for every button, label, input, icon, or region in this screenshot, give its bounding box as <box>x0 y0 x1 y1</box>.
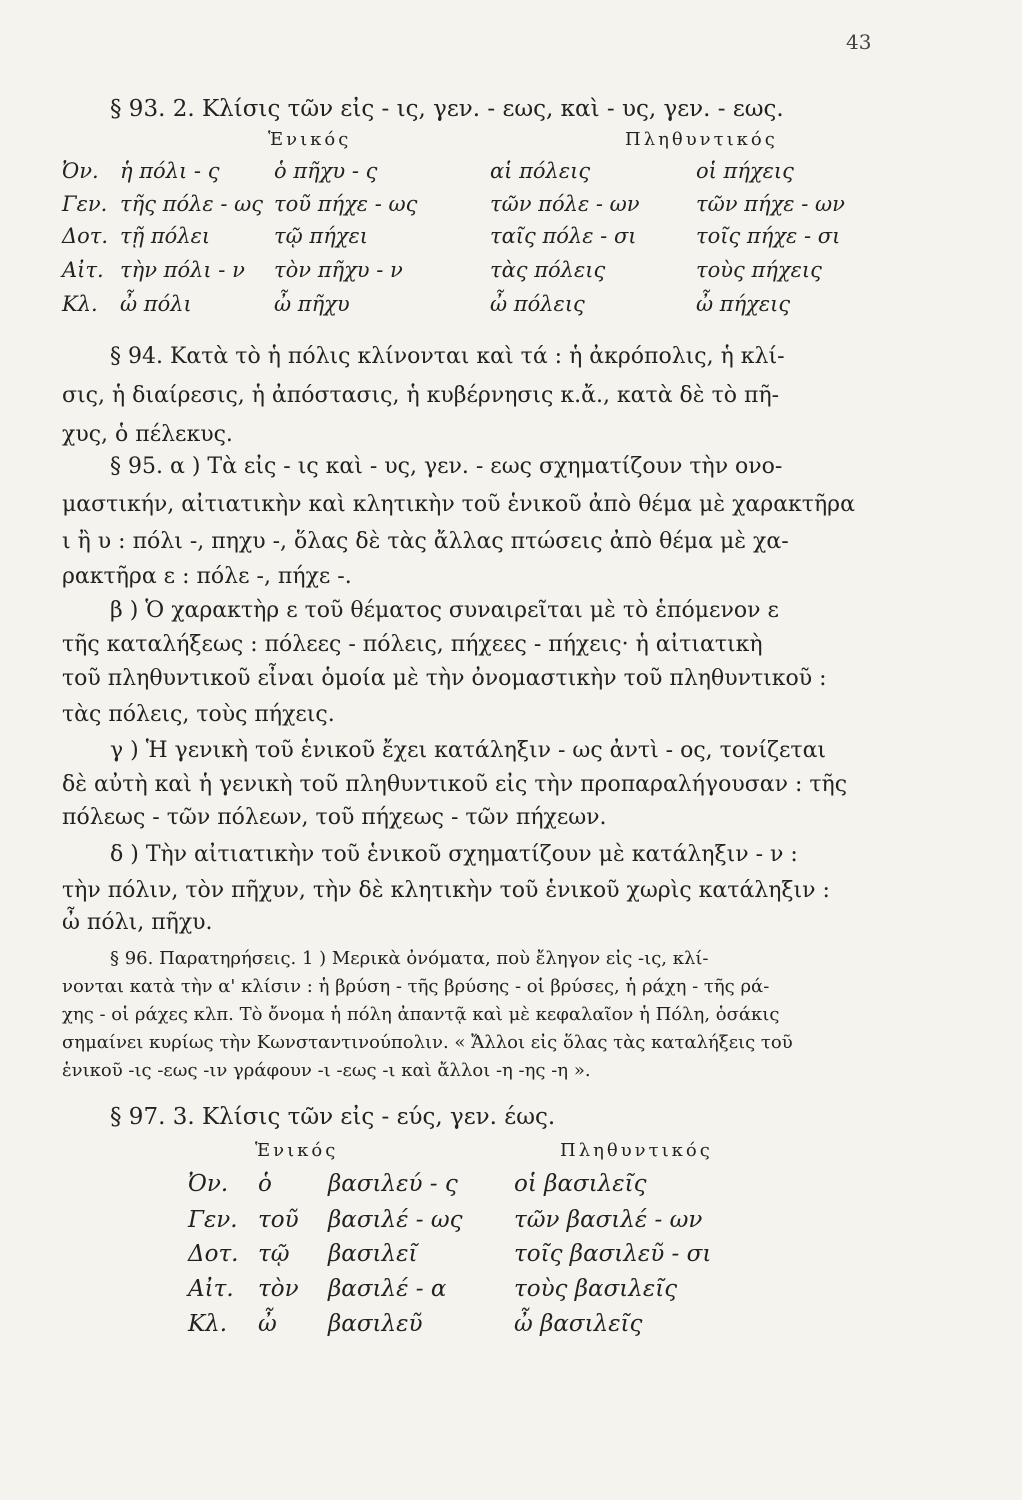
table-cell: τῶν βασιλέ - ων <box>514 1207 703 1233</box>
section-95-line: ὦ πόλι, πῆχυ. <box>62 910 213 935</box>
section-93-heading: § 93. 2. Κλίσις τῶν εἰς - ις, γεν. - εως, καὶ - υς, γεν. - εως. <box>110 96 784 122</box>
section-97-col-singular: Ἑνικός <box>255 1140 339 1161</box>
table-cell: βασιλέ - α <box>328 1276 447 1302</box>
table-cell: τοῖς πήχε - σι <box>696 224 841 248</box>
table-cell: τὸν <box>258 1276 299 1302</box>
section-95-line: μαστικήν, αἰτιατικὴν καὶ κλητικὴν τοῦ ἑνικοῦ ἀπὸ θέμα μὲ χαρακτῆρα <box>62 492 855 517</box>
table-cell: τοῖς βασιλεῦ - σι <box>514 1241 712 1267</box>
section-95-line: δὲ αὐτὴ καὶ ἡ γενικὴ τοῦ πληθυντικοῦ εἰς τὴν προπαραλήγουσαν : τῆς <box>62 772 848 797</box>
table-cell: βασιλεῦ <box>328 1311 423 1337</box>
table-cell: τὸν πῆχυ - ν <box>274 258 403 282</box>
table-cell: τοῦ <box>258 1207 299 1233</box>
table-cell: τὴν πόλι - ν <box>120 258 245 282</box>
section-97-col-plural: Πληθυντικός <box>560 1140 713 1161</box>
table-cell: τοῦ πήχε - ως <box>274 192 418 216</box>
section-94-line: § 94. Κατὰ τὸ ἡ πόλις κλίνονται καὶ τά : ἡ ἀκρόπολις, ἡ κλί- <box>110 344 785 369</box>
section-95-line: πόλεως - τῶν πόλεων, τοῦ πήχεως - τῶν πήχεων. <box>62 805 607 830</box>
table-cell: οἱ βασιλεῖς <box>514 1171 647 1197</box>
table-cell: Αἰτ. <box>62 258 104 282</box>
table-cell: Ὀν. <box>62 159 99 183</box>
section-96-line: § 96. Παρατηρήσεις. 1 ) Μερικὰ ὀνόματα, ποὺ ἔληγον εἰς -ις, κλί- <box>110 948 709 969</box>
table-cell: τῷ <box>258 1241 290 1267</box>
section-94-line: σις, ἡ διαίρεσις, ἡ ἀπόστασις, ἡ κυβέρνησις κ.ἄ., κατὰ δὲ τὸ πῆ- <box>62 383 780 408</box>
table-cell: τῇ πόλει <box>120 224 211 248</box>
section-96-line: νονται κατὰ τὴν α' κλίσιν : ἡ βρύση - τῆς βρύσης - οἱ βρύσες, ἡ ράχη - τῆς ρά- <box>62 976 770 997</box>
table-cell: τοὺς πήχεις <box>696 258 822 282</box>
section-95-line: τοῦ πληθυντικοῦ εἶναι ὁμοία μὲ τὴν ὀνομαστικὴν τοῦ πληθυντικοῦ : <box>62 666 827 691</box>
table-cell: οἱ πήχεις <box>696 159 794 183</box>
section-95-line: τὰς πόλεις, τοὺς πήχεις. <box>62 702 335 727</box>
section-95-line: β ) Ὁ χαρακτὴρ ε τοῦ θέματος συναιρεῖται μὲ τὸ ἑπόμενον ε <box>110 598 779 623</box>
table-cell: τῶν πόλε - ων <box>490 192 640 216</box>
table-cell: τοὺς βασιλεῖς <box>514 1276 678 1302</box>
table-cell: ὁ <box>258 1171 272 1197</box>
section-95-line: τὴν πόλιν, τὸν πῆχυν, τὴν δὲ κλητικὴν τοῦ ἑνικοῦ χωρὶς κατάληξιν : <box>62 878 830 903</box>
table-cell: βασιλέ - ως <box>328 1207 463 1233</box>
table-cell: ὦ βασιλεῖς <box>514 1311 643 1337</box>
section-95-line: ι ἢ υ : πόλι -, πηχυ -, ὅλας δὲ τὰς ἄλλας πτώσεις ἀπὸ θέμα μὲ χα- <box>62 529 789 554</box>
table-cell: Κλ. <box>188 1311 228 1337</box>
section-93-col-singular: Ἑνικός <box>268 129 352 150</box>
table-cell: ὦ <box>258 1311 277 1337</box>
section-95-line: § 95. α ) Τὰ εἰς - ις καὶ - υς, γεν. - εως σχηματίζουν τὴν ονο- <box>110 454 783 479</box>
page-number: 43 <box>846 30 872 54</box>
table-cell: βασιλεύ - ς <box>328 1171 458 1197</box>
table-cell: Γεν. <box>188 1207 238 1233</box>
table-cell: ὦ πῆχυ <box>274 292 350 316</box>
section-95-line: τῆς καταλήξεως : πόλεες - πόλεις, πήχεες - πήχεις· ἡ αἰτιατικὴ <box>62 632 763 657</box>
table-cell: τῆς πόλε - ως <box>120 192 263 216</box>
table-cell: τῷ πήχει <box>274 224 369 248</box>
table-cell: Ὀν. <box>188 1171 229 1197</box>
section-97-heading: § 97. 3. Κλίσις τῶν εἰς - εύς, γεν. έως. <box>110 1104 556 1130</box>
table-cell: ὁ πῆχυ - ς <box>274 159 378 183</box>
table-cell: ταῖς πόλε - σι <box>490 224 637 248</box>
table-cell: Κλ. <box>62 292 98 316</box>
section-95-line: γ ) Ἡ γενικὴ τοῦ ἑνικοῦ ἔχει κατάληξιν - ως ἀντὶ - ος, τονίζεται <box>110 738 827 763</box>
section-95-line: δ ) Τὴν αἰτιατικὴν τοῦ ἑνικοῦ σχηματίζουν μὲ κατάληξιν - ν : <box>110 842 798 867</box>
table-cell: τῶν πήχε - ων <box>696 192 845 216</box>
table-cell: Δοτ. <box>62 224 109 248</box>
section-95-line: ρακτῆρα ε : πόλε -, πήχε -. <box>62 564 352 589</box>
table-cell: Αἰτ. <box>188 1276 234 1302</box>
table-cell: βασιλεῖ <box>328 1241 418 1267</box>
section-96-line: σημαίνει κυρίως τὴν Κωνσταντινούπολιν. « Ἄλλοι εἰς ὅλας τὰς καταλήξεις τοῦ <box>62 1032 793 1053</box>
section-94-line: χυς, ὁ πέλεκυς. <box>62 422 233 447</box>
table-cell: ὦ πήχεις <box>696 292 791 316</box>
table-cell: τὰς πόλεις <box>490 258 606 282</box>
table-cell: Γεν. <box>62 192 108 216</box>
table-cell: ὦ πόλεις <box>490 292 585 316</box>
section-96-line: ἑνικοῦ -ις -εως -ιν γράφουν -ι -εως -ι καὶ ἄλλοι -η -ης -η ». <box>62 1060 591 1081</box>
table-cell: ἡ πόλι - ς <box>120 159 220 183</box>
table-cell: αἱ πόλεις <box>490 159 591 183</box>
table-cell: ὦ πόλι <box>120 292 192 316</box>
section-93-col-plural: Πληθυντικός <box>625 129 778 150</box>
section-96-line: χης - οἱ ράχες κλπ. Τὸ ὄνομα ἡ πόλη ἀπαντᾷ καὶ μὲ κεφαλαῖον ἡ Πόλη, ὁσάκις <box>62 1004 780 1025</box>
table-cell: Δοτ. <box>188 1241 239 1267</box>
